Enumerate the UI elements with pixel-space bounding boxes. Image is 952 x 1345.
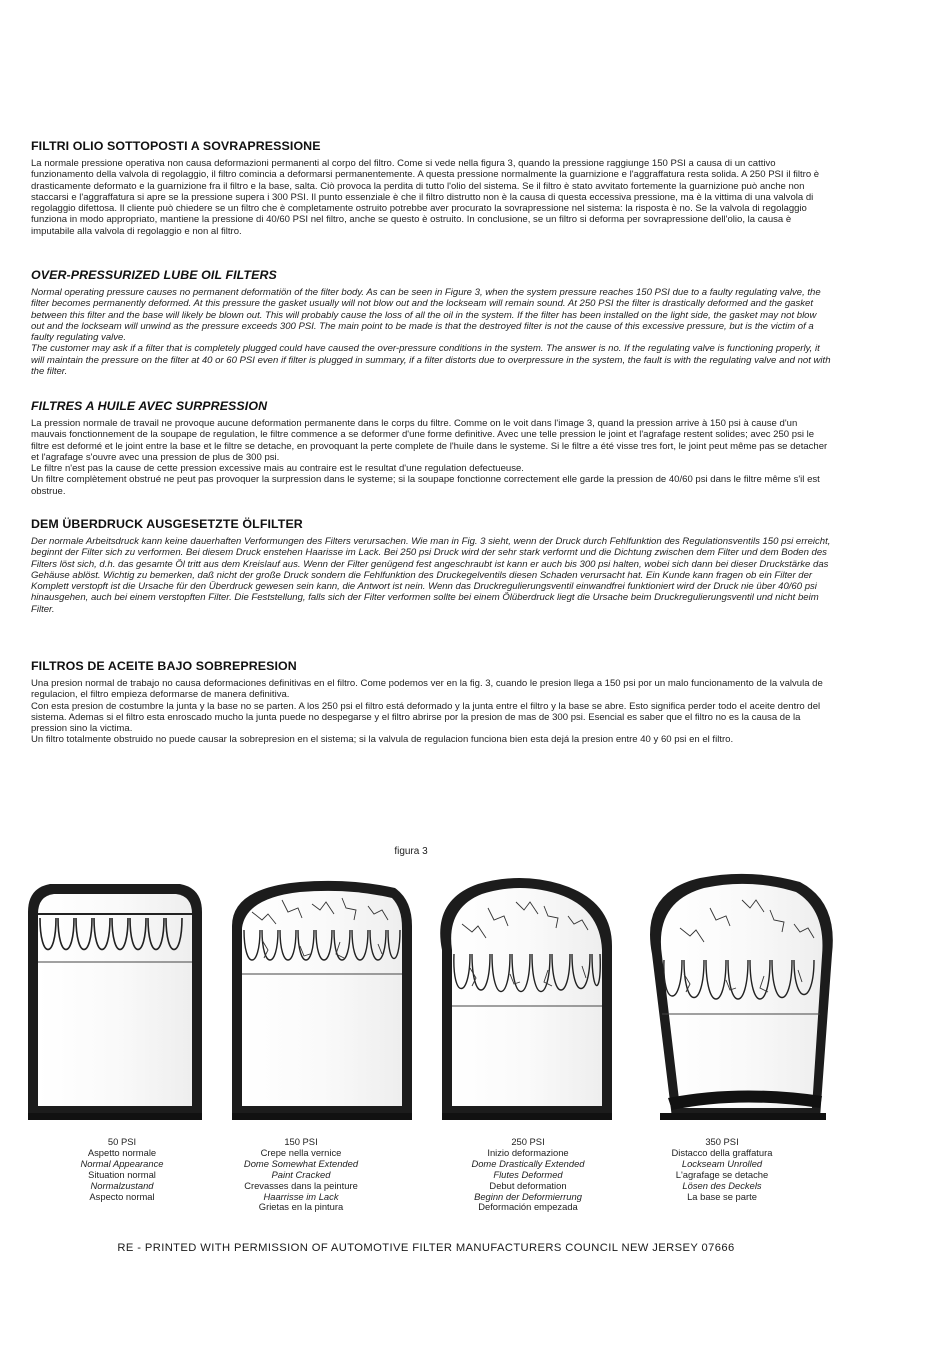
caption-line: Flutes Deformed bbox=[493, 1168, 563, 1180]
caption-line: Grietas en la pintura bbox=[258, 1201, 344, 1213]
caption-line: Dome Drastically Extended bbox=[471, 1157, 585, 1169]
footer-credit: RE - PRINTED WITH PERMISSION OF AUTOMOTIVE FILTER MANUFACTURERS COUNCIL NEW JERSEY 07666 bbox=[117, 1242, 735, 1254]
caption-350psi bbox=[637, 1137, 807, 1202]
section-body-es-3: Un filtro totalmente obstruido no puede causar la sobrepresion en el sistema; si la valvula de regulacion funciona bien esta dejá la presion entre 40 y 60 psi en el filtro. bbox=[31, 734, 734, 746]
caption-line: La base se parte bbox=[687, 1190, 757, 1202]
section-body-fr-2: Le filtre n'est pas la cause de cette pression excessive mais au contraire est le resultat d'une regulation defectueuse. bbox=[31, 463, 524, 475]
caption-line: Aspetto normale bbox=[87, 1146, 157, 1158]
caption-line: Deformación empezada bbox=[478, 1201, 578, 1213]
section-body-fr: La pression normale de travail ne provoque aucune deformation permanente dans le corps du filtre. Comme on le voit dans l'image 3, quand la pression arrive à 150 psi à cause d'un mauvais fonctionnement de la soupape de regulation, le filtre commence a se deformer d'une forme definitive. Avec une telle pression le joint et l'agrafage restent solides; avec 250 psi le filtre est deformé et le joint entre la base et le filtre se detache, en provoquant la perte complete de l'huile dans le systeme. Si le filtre a été visse tres fort, le joint peut même pas se detacher et l'agrafage s'ouvre avec una pression de plus de 300 psi. bbox=[31, 418, 828, 463]
caption-line: 150 PSI bbox=[284, 1136, 318, 1147]
filter-50psi-illustration bbox=[28, 884, 202, 1120]
section-german bbox=[31, 517, 831, 615]
section-body-es: Una presion normal de trabajo no causa deformaciones definitivas en el filtro. Come podemos ver en la fig. 3, cuando le presion llega a 150 psi por un malo funcionamento de la valvula de regulacion, el filtro empieza deformarse de manera definitiva. bbox=[31, 678, 823, 701]
caption-line: Debut deformation bbox=[489, 1179, 567, 1191]
section-body-de: Der normale Arbeitsdruck kann keine dauerhaften Verformungen des Filters verursachen. Wie man in Fig. 3 sieht, wenn der Druck durch Fehlfunktion des Regulationsventils 150 psi erreicht, beginnt der Filter sich zu verformen. Bei diesem Druck enstehen Haarisse im Lack. Bei 250 psi Druck wird der sehr stark verformt und die Dichtung zwischen dem Filter und dem Boden des Filters löst sich, d.h. das gesamte Öl tritt aus dem Kreislauf aus. Wenn der Filter genügend fest angeschraubt ist kann er auch bis 300 psi halten, wobei sich dann bei dieser Druckstärke das Gehäuse ablöst. Wichtig zu bemerken, daß nicht der große Druck sondern die Fehlfunktion des Druckegelventils diesen Schaden verursacht hat. Ein Kunde kann fragen ob ein Filter der Komplett verstopft ist die Ursache für den Überdruck gewesen sein kann, die Antwort ist nein. Wenn das Druckregulierungsventil einwandfrei funktioniert wird der Druck nie über 40/60 psi hinausgehen, auch bei einem verstopften Filter. Die Feststellung, falls sich der Filter verformen sollte bei einem Ölüberdruck liegt die Ursache beim Druckregulierungsventil und nicht beim Filter. bbox=[31, 536, 831, 615]
section-body-fr-3: Un filtre complètement obstrué ne peut pas provoquer la surpression dans le systeme; si la soupape fonctionne correctement elle garde la pression de 40/60 psi dans le filtre même s'il est obstrue. bbox=[31, 474, 820, 497]
caption-line: 350 PSI bbox=[705, 1136, 739, 1147]
caption-line: L'agrafage se detache bbox=[675, 1168, 769, 1180]
section-french bbox=[31, 399, 831, 497]
caption-50psi bbox=[37, 1137, 207, 1202]
caption-line: Beginn der Deformierrung bbox=[474, 1190, 582, 1202]
section-title-fr: FILTRES A HUILE AVEC SURPRESSION bbox=[31, 399, 268, 413]
caption-line: Paint Cracked bbox=[271, 1168, 331, 1180]
caption-line: Inizio deformazione bbox=[487, 1146, 569, 1158]
filter-250psi-illustration bbox=[440, 878, 612, 1120]
caption-line: Lockseam Unrolled bbox=[681, 1157, 763, 1169]
section-body-en: Normal operating pressure causes no permanent deformatiön of the filter body. As can be seen in Figure 3, when the system pressure reaches 150 PSI due to a faulty regulating valve, the filter becomes permanently deformed. At this pressure the gasket usually will not blow out and the lockseam will remain sound. At 250 PSI the filter is drastically deformed and the gasket between this filter and the base will likely be blown out. This will probably cause the loss of all the oil in the system. If the filter has been installed on the light side, the gasket may not blow out and the lockseam will unwind as the pressure exceeds 300 PSI. The main point to be made is that the destroyed filter is not the cause of this excessive pressure, but is the victim of a faulty regulating valve. bbox=[31, 287, 821, 344]
section-title-es: FILTROS DE ACEITE BAJO SOBREPRESION bbox=[31, 659, 297, 673]
caption-line: Normal Appearance bbox=[80, 1157, 164, 1169]
section-title-it: FILTRI OLIO SOTTOPOSTI A SOVRAPRESSIONE bbox=[31, 139, 321, 153]
caption-line: Lösen des Deckels bbox=[682, 1179, 762, 1191]
section-body-it: La normale pressione operativa non causa deformazioni permanenti al corpo del filtro. Come si vede nella figura 3, quando la pressione raggiunge 150 PSI a causa di un cattivo funzionamento della valvola di regolaggio, il filtro comincia a deformarsi permanentemente. A questa pressione normalmente la guarnizione e l'aggraffatura resta solida. A 250 PSI il filtro è drasticamente deformato e la guarnizione fra il filtro e la base, salta. Ciò provoca la perdita di tutto l'olio del sistema. Se il filtro è stato avvitato fortemente la guarnizione può anche non staccarsi e l'aggraffatura si apre se la pressione supera i 300 PSI. Il punto essenziale è che il filtro distrutto non è la causa di questa eccessiva pressione, ma è la vittima di una valvola di regolaggio difettosa. Il cliente può chiedere se un filtro che è completamente ostruito potrebbe aver procurato la sovrapressione nel sistema: la risposta è no. Se la valvola di regolaggio funziona in modo appropriato, mantiene la pressione di 40/60 PSI nel filtro, anche se questo è ostruito. In conclusione, se un filtro si deforma per sovrapressione dell'olio, la causa è imputabile alla valvola di regolaggio e non al filtro. bbox=[31, 158, 820, 237]
caption-line: Dome Somewhat Extended bbox=[243, 1157, 359, 1169]
section-title-en: OVER-PRESSURIZED LUBE OIL FILTERS bbox=[31, 268, 277, 282]
filter-150psi-illustration bbox=[232, 881, 412, 1120]
caption-line: Distacco della graffatura bbox=[671, 1146, 773, 1158]
caption-250psi bbox=[443, 1137, 613, 1213]
caption-150psi bbox=[216, 1137, 386, 1213]
figure-label: figura 3 bbox=[394, 846, 428, 857]
section-italian bbox=[31, 139, 831, 237]
caption-line: Crevasses dans la peinture bbox=[244, 1179, 358, 1191]
caption-line: 50 PSI bbox=[107, 1136, 137, 1147]
caption-line: Aspecto normal bbox=[89, 1190, 155, 1202]
section-body-es-2: Con esta presion de costumbre la junta y la base no se parten. A los 250 psi el filtro está deformado y la junta entre el filtro y la base se abre. Esto significa perder todo el aceite dentro del sistema. Ademas si el filtro esta enroscado mucho la junta puede no despegarse y el filtro abrirse por la presion de mas de 300 psi. Esencial es saber que el filtro no es la causa de la pression sino la victima. bbox=[31, 700, 821, 735]
section-spanish bbox=[31, 659, 831, 746]
filter-350psi-illustration bbox=[650, 874, 833, 1120]
section-english bbox=[31, 268, 831, 377]
caption-line: 250 PSI bbox=[511, 1136, 545, 1147]
caption-line: Crepe nella vernice bbox=[260, 1146, 342, 1158]
filter-deformation-figure bbox=[0, 870, 852, 1132]
section-body-en-2: The customer may ask if a filter that is completely plugged could have caused the over-pressure conditions in the system. The answer is no. If the regulating valve is functioning properly, it will maintain the pressure on the filter at 40 or 60 PSI even if filter is plugged in summary, if a filter distorts due to overpressure in the system, the fault is with the regulating valve and not with the filter. bbox=[31, 343, 831, 378]
caption-line: Normalzustand bbox=[90, 1179, 154, 1191]
caption-line: Haarrisse im Lack bbox=[263, 1190, 339, 1202]
caption-line: Situation normal bbox=[88, 1168, 156, 1180]
section-title-de: DEM ÜBERDRUCK AUSGESETZTE ÖLFILTER bbox=[31, 517, 303, 531]
